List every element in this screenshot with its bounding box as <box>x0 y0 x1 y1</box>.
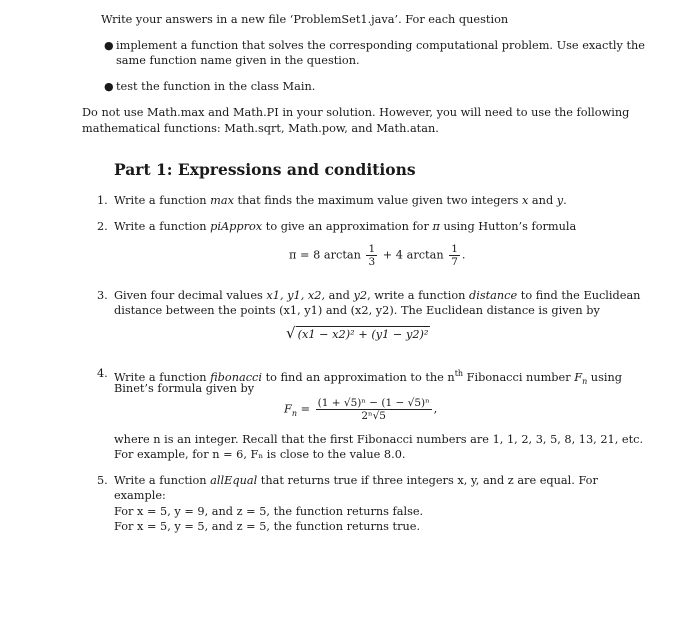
q5-text: Write a function <box>114 474 211 487</box>
q3-text: Given four decimal values <box>114 289 267 302</box>
q2-var: π <box>432 220 440 233</box>
instructions-line-1: Do not use Math.max and Math.PI in your solution. However, you will need to use the following <box>82 106 630 119</box>
q3-text: , write a function <box>367 289 469 302</box>
q1-text: . <box>563 194 567 207</box>
numerator: 1 <box>368 243 376 255</box>
formula-part: . <box>461 248 466 262</box>
question-5-line-4: For x = 5, y = 5, and z = 5, the function returns true. <box>114 520 421 533</box>
q5-text: that returns true if three integers x, y, and z are equal. For <box>257 474 598 487</box>
fraction <box>366 243 377 268</box>
question-3-line-2: distance between the points (x1, y1) and (x2, y2). The Euclidean distance is given by <box>114 304 600 317</box>
q2-text: using Hutton’s formula <box>439 220 577 233</box>
bullet-dot: ● <box>104 80 114 93</box>
q1-text: and <box>528 194 557 207</box>
q4-text: to find an approximation to the n <box>262 370 455 384</box>
question-number: 5. <box>97 474 108 487</box>
question-4-line-3: where n is an integer. Recall that the first Fibonacci numbers are 1, 1, 2, 3, 5, 8, 13, 21, etc. <box>114 433 644 446</box>
question-5-line-1 <box>114 473 598 488</box>
numerator: (1 + √5)ⁿ − (1 − √5)ⁿ <box>317 397 430 409</box>
q3-text: and <box>325 289 354 302</box>
fraction <box>316 397 432 422</box>
q3-var: y2 <box>353 289 368 302</box>
sqrt-symbol: √ <box>286 324 296 342</box>
intro-line: Write your answers in a new file ‘ProblemSet1.java’. For each question <box>101 13 509 26</box>
question-4-line-4: For example, for n = 6, Fₙ is close to the value 8.0. <box>114 448 406 461</box>
binet-formula <box>284 397 437 422</box>
question-number: 4. <box>97 367 108 380</box>
euclidean-formula <box>286 326 430 342</box>
question-5-line-2: example: <box>114 489 166 502</box>
question-1 <box>114 193 567 208</box>
subscript: n <box>291 408 297 418</box>
denominator: 2ⁿ√5 <box>361 410 386 422</box>
q4-var: F <box>574 370 583 384</box>
subscript: n <box>582 377 588 387</box>
q2-fn: piApprox <box>210 220 263 233</box>
numerator: 1 <box>451 243 458 255</box>
denominator: 3 <box>368 256 376 268</box>
section-heading: Part 1: Expressions and conditions <box>114 160 416 179</box>
formula-part: F <box>284 402 292 416</box>
q1-fn: max <box>210 194 234 207</box>
question-number: 3. <box>97 289 108 302</box>
q3-var: x1, y1, x2, <box>266 289 326 302</box>
superscript: th <box>454 369 464 378</box>
bullet-1-line-1: implement a function that solves the corresponding computational problem. Use exactly the <box>116 39 645 52</box>
question-4-line-2: Binet’s formula given by <box>114 382 255 395</box>
q1-var: x <box>521 194 529 207</box>
fraction <box>449 243 460 268</box>
q1-var: y <box>556 194 564 207</box>
radicand: (x1 − x2)² + (y1 − y2)² <box>297 328 429 341</box>
denominator: 7 <box>451 256 458 268</box>
q3-text: to find the Euclidean <box>517 289 641 302</box>
q2-text: Write a function <box>114 220 211 233</box>
q3-fn: distance <box>468 289 518 302</box>
instructions-line-2: mathematical functions: Math.sqrt, Math.pow, and Math.atan. <box>82 122 439 135</box>
q5-fn: allEqual <box>210 474 258 487</box>
formula-part: , <box>433 402 438 416</box>
q2-text: to give an approximation for <box>262 220 433 233</box>
q4-text: Write a function <box>114 370 211 384</box>
q1-text: that finds the maximum value given two integers <box>233 194 522 207</box>
question-number: 2. <box>97 220 108 233</box>
hutton-formula <box>289 243 465 268</box>
formula-part: + 4 arctan <box>382 248 444 262</box>
formula-part: = <box>300 402 311 416</box>
bullet-dot: ● <box>104 39 114 52</box>
bullet-2: test the function in the class Main. <box>116 80 316 93</box>
question-2 <box>114 219 576 234</box>
question-number: 1. <box>97 194 108 207</box>
q1-text: Write a function <box>114 194 211 207</box>
q4-text: Fibonacci number <box>463 370 575 384</box>
question-5-line-3: For x = 5, y = 9, and z = 5, the function returns false. <box>114 505 424 518</box>
q4-text: using <box>587 370 623 384</box>
q4-fn: fibonacci <box>210 370 262 384</box>
bullet-1-line-2: same function name given in the question. <box>116 54 360 67</box>
formula-part: π = 8 arctan <box>289 248 361 262</box>
question-3-line-1 <box>114 288 640 303</box>
